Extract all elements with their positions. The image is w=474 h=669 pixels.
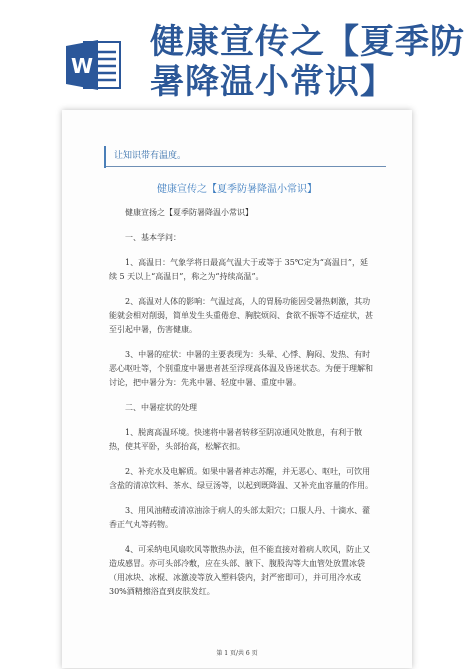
- paragraph: 1、高温日：气象学将日最高气温大于或等于 35℃定为“高温日”，延续 5 天以上“高温日”，称之为“持续高温”。: [109, 258, 368, 281]
- word-icon-letter: W: [70, 54, 94, 78]
- document-body: [109, 206, 375, 610]
- paragraph: 2、补充水及电解质。如果中暑者神志苏醒，并无恶心、呕吐，可饮用含盐的清凉饮料、茶水、绿豆汤等，以起到既降温、又补充血容量的作用。: [109, 467, 373, 490]
- paragraph: 3、用风油精或清凉油涂于病人的头部太阳穴；口服人丹、十滴水、藿香正气丸等药物。: [109, 506, 371, 529]
- paragraph: 二、中暑症状的处理: [125, 403, 197, 412]
- header-divider: [106, 166, 386, 167]
- header-slogan: 让知识带有温度。: [114, 151, 187, 161]
- page-title: 健康宣传之【夏季防暑降温小常识】: [150, 22, 465, 102]
- paragraph: 4、可采纳电风扇吹风等散热办法，但不能直接对着病人吹风，防止又造成感冒。亦可头部冷敷，应在头部、腋下、腹股沟等大血管处放置冰袋（用冰块、冰棍、冰激凌等放入塑料袋内，封严密即可），并可用冷水或 30%酒精擦浴直到皮肤发红。: [109, 545, 371, 596]
- paragraph: 3、中暑的症状：中暑的主要表现为：头晕、心悸、胸闷、发热、有时恶心呕吐等，个别重度中暑患者甚至浮现高体温及昏迷状态。为便于理解和讨论，把中暑分为：先兆中暑、轻度中暑、重度中暑。: [109, 350, 373, 387]
- document-page: [62, 110, 412, 668]
- page-header: [104, 146, 386, 168]
- document-heading: 健康宣传之【夏季防暑降温小常识】: [157, 184, 317, 195]
- paragraph: 健康宣扬之【夏季防暑降温小常识】: [125, 208, 253, 217]
- paragraph: 一、基本学问：: [125, 233, 181, 242]
- paragraph: 2、高温对人体的影响：气温过高，人的胃肠功能因受暑热刺激，其功能就会相对削弱，简单发生头重倦怠、胸脘烦闷、食欲不振等不适症状，甚至引起中暑，伤害健康。: [109, 297, 373, 334]
- word-document-icon: [66, 36, 122, 94]
- banner: [0, 0, 474, 112]
- paragraph: 1、脱离高温环境。快速将中暑者转移至阴凉通风处散息，有利于散热，使其平卧，头部抬高，松解衣扣。: [109, 428, 363, 451]
- page-number: 第 1 页/共 6 页: [216, 650, 258, 657]
